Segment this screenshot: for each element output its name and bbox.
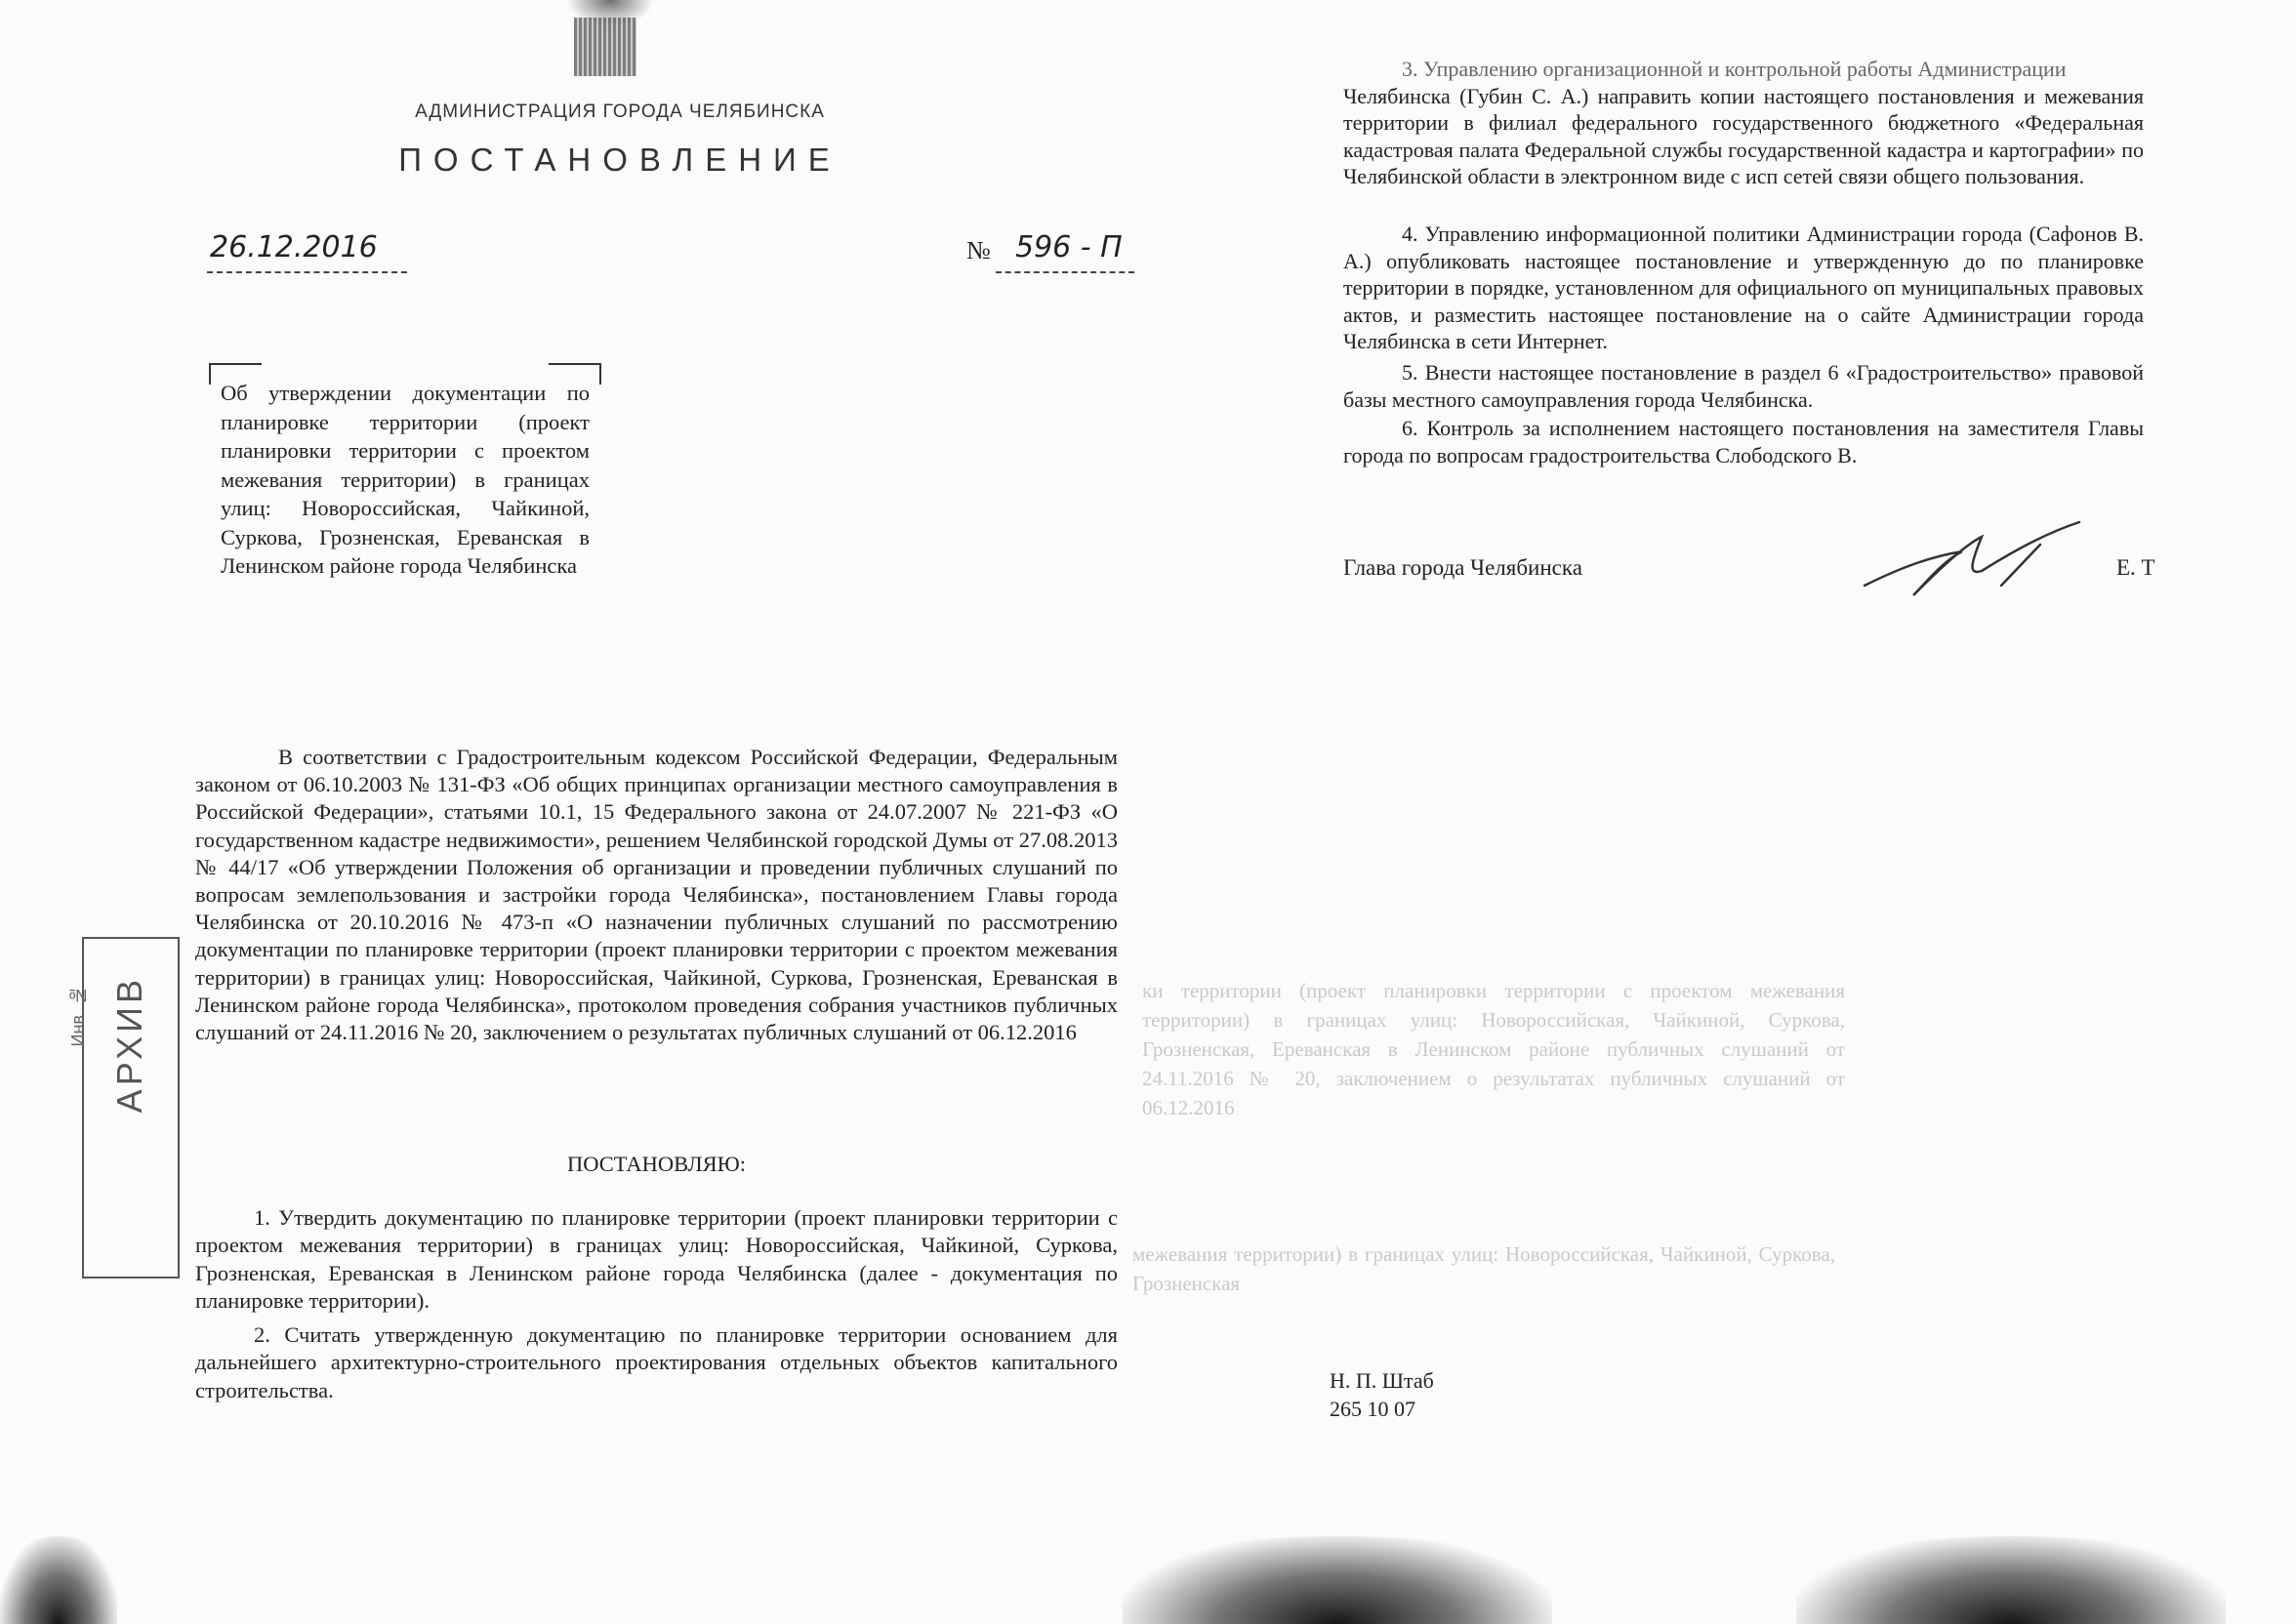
- item-3: [1343, 56, 2144, 190]
- item-1: 1. Утвердить документацию по планировке территории (проект планировки территории с проектом межевания территории) в границах улиц: Новороссийская, Чайкиной, Суркова, Грозненская, Ереванская в Ленинском районе города Челябинска (далее - документация по планировке территории).: [195, 1205, 1118, 1314]
- item-5: 5. Внести настоящее постановление в раздел 6 «Градостроительство» правовой базы местного самоуправления города Челябинска.: [1343, 360, 2144, 412]
- handwritten-signature: [1855, 517, 2109, 620]
- document-type: ПОСТАНОВЛЕНИЕ: [398, 142, 841, 178]
- bleed-through-text-2: межевания территории) в границах улиц: Новороссийская, Чайкиной, Суркова, Грозненская: [1132, 1242, 1835, 1295]
- document-number: 596 - П: [1015, 230, 1123, 264]
- item-4: 4. Управлению информационной политики Администрации города (Сафонов В. А.) опубликовать настоящее постановление и утвержденную до по планировке территории в порядке, установленном для официального оп муниципальных правовых актов, и разместить настоящее постановление на о сайте Администрации города Челябинска в сети Интернет.: [1343, 222, 2144, 353]
- agency-name: АДМИНИСТРАЦИЯ ГОРОДА ЧЕЛЯБИНСКА: [415, 102, 825, 122]
- executor-phone: 265 10 07: [1330, 1397, 1415, 1421]
- preamble-paragraph: В соответствии с Градостроительным кодексом Российской Федерации, Федеральным законом от 06.10.2003 № 131-ФЗ «Об общих принципах организации местного самоуправления в Российской Федерации», статьями 10.1, 15 Федерального закона от 24.07.2007 № 221-ФЗ «О государственном кадастре недвижимости», решением Челябинской городской Думы от 27.08.2013 № 44/17 «Об утверждении Положения об организации и проведении публичных слушаний по вопросам землепользования и застройки города Челябинска», постановлением Главы города Челябинска от 20.10.2016 № 473-п «О назначении публичных слушаний по рассмотрению документации по планировке территории (проект планировки территории с проектом межевания территории) в границах улиц: Новороссийская, Чайкиной, Суркова, Грозненская, Ереванская в Ленинском районе города Челябинска», протоколом проведения собрания участников публичных слушаний от 24.11.2016 № 20, заключением о результатах публичных слушаний от 06.12.2016: [195, 745, 1118, 1045]
- barcode-mark: [574, 18, 636, 76]
- item-2: 2. Считать утвержденную документацию по планировке территории основанием для дальнейшего архитектурно-строительного проектирования отдельных объектов капитального строительства.: [195, 1322, 1118, 1402]
- document-date: 26.12.2016: [210, 230, 378, 264]
- item-3-faded-line: 3. Управлению организационной и контрольной работы Администрации: [1402, 57, 2067, 81]
- scan-shadow-left: [0, 1536, 117, 1624]
- scan-shadow-right: [1796, 1536, 2226, 1624]
- item-3-text: Челябинска (Губин С. А.) направить копии настоящего постановления и межевания территории в филиал федерального государственного бюджетного «Федеральная кадастровая палата Федеральной службы государственной кадастра и картографии» по Челябинской области в электронном виде с исп сетей связи общего пользования.: [1343, 83, 2144, 188]
- item-6: 6. Контроль за исполнением настоящего постановления на заместителя Главы города по вопросам градостроительства Слободского В.: [1343, 416, 2144, 467]
- executor-block: [1330, 1366, 1434, 1423]
- scan-shadow-center: [1123, 1536, 1552, 1624]
- head-initials: Е. Т: [2116, 555, 2155, 580]
- number-sign: №: [966, 236, 991, 264]
- head-title: Глава города Челябинска: [1343, 555, 1582, 580]
- executor-name: Н. П. Штаб: [1330, 1368, 1434, 1393]
- document-subject: Об утверждении документации по планировке территории (проект планировки территории с проектом межевания территории) в границах улиц: Новороссийская, Чайкиной, Суркова, Грозненская, Ереванская в Ленинском районе города Челябинска: [221, 381, 590, 578]
- resolve-heading: ПОСТАНОВЛЯЮ:: [567, 1152, 746, 1176]
- archive-stamp-text: АРХИВ: [109, 976, 149, 1114]
- bleed-through-text-1: ки территории (проект планировки территории с проектом межевания территории) в границах улиц: Новороссийская, Чайкиной, Суркова, Грозненская, Ереванская в Ленинском районе публичных слушаний от 24.11.2016 № 20, заключением о результатах публичных слушаний от 06.12.2016: [1142, 979, 1845, 1119]
- archive-stamp-small-text: Инв. №: [68, 986, 88, 1047]
